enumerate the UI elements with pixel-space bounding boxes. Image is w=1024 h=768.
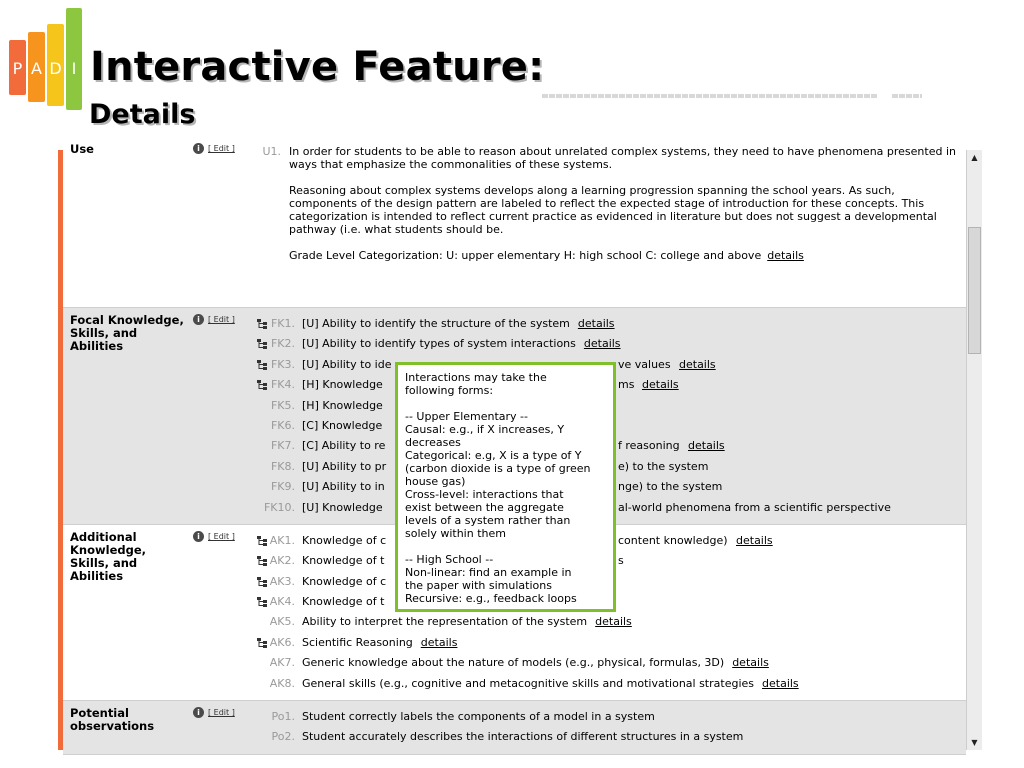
hierarchy-tree-icon[interactable]: [257, 597, 267, 607]
item-code: FK7.: [270, 439, 295, 453]
item-text: [U] Ability to pr: [302, 459, 387, 473]
ksa-item: [255, 612, 960, 632]
ksa-item: [255, 334, 960, 354]
use-paragraph: In order for students to be able to reason about unrelated complex systems, they need to have phenomena presented in ways that emphasize the commonalities of these systems.: [289, 145, 956, 171]
details-link[interactable]: details: [642, 378, 679, 392]
grade-line: H: high school: [563, 249, 642, 262]
item-text-tail: e) to the system: [618, 459, 709, 473]
edit-link[interactable]: [ Edit ]: [208, 531, 235, 541]
item-code: FK6.: [270, 418, 295, 432]
logo-letter: I: [71, 59, 77, 78]
item-code: FK3.: [270, 357, 295, 371]
edit-link[interactable]: [ Edit ]: [208, 144, 235, 153]
grade-line: U: upper elementary: [446, 249, 561, 262]
info-icon[interactable]: i: [193, 707, 204, 718]
hierarchy-tree-icon[interactable]: [257, 556, 267, 566]
details-link[interactable]: details: [762, 676, 799, 690]
title-divider-dots-short: [892, 94, 922, 98]
tooltip-line: Interactions may take the: [405, 371, 547, 384]
tooltip-line: Causal: e.g., if X increases, Y: [405, 423, 565, 436]
section-use: [63, 137, 966, 308]
tooltip-line: house gas): [405, 475, 466, 488]
ksa-item: [255, 314, 960, 334]
slide-subtitle: Details: [89, 99, 196, 130]
hierarchy-tree-icon[interactable]: [257, 360, 267, 370]
padi-logo: [8, 8, 83, 110]
tooltip-line: Cross-level: interactions that: [405, 488, 564, 501]
item-code: FK9.: [270, 480, 295, 494]
scroll-down-arrow-icon[interactable]: ▼: [968, 736, 981, 749]
tooltip-line: Categorical: e.g, X is a type of Y: [405, 449, 582, 462]
item-text: [H] Knowledge: [302, 398, 383, 412]
title-divider-dots: [542, 94, 878, 98]
item-code: AK7.: [269, 656, 295, 670]
details-link[interactable]: details: [583, 337, 621, 351]
logo-letter: D: [49, 59, 62, 78]
item-text: Knowledge of c: [302, 574, 387, 588]
item-text: Knowledge of c: [302, 533, 387, 547]
section-potential-observations: [63, 701, 966, 755]
hierarchy-tree-icon[interactable]: [257, 577, 267, 587]
item-text: Student accurately describes the interactions of different structures in a system: [302, 730, 744, 744]
item-text-tail: ve values: [618, 357, 671, 371]
item-text: [C] Ability to re: [302, 439, 386, 453]
tooltip-line: decreases: [405, 436, 461, 449]
tooltip-line: levels of a system rather than: [405, 514, 571, 527]
hierarchy-tree-icon[interactable]: [257, 536, 267, 546]
use-paragraph: Reasoning about complex systems develops along a learning progression spanning the school years. As such, components of the design pattern are labeled to reflect the expected stage of introduction for these concepts. This categorization is intended to reflect current practice as evidenced in literature but does not suggest a developmental pathway (i.e. what students should be.: [289, 184, 937, 236]
item-code: U1.: [262, 145, 281, 158]
item-code: Po2.: [271, 730, 295, 744]
tooltip-line: exist between the aggregate: [405, 501, 564, 514]
item-text: [H] Knowledge: [302, 378, 383, 392]
item-text: Scientific Reasoning: [302, 635, 413, 649]
ksa-item: [255, 707, 960, 727]
section-label: Focal Knowledge, Skills, and Abilities: [70, 313, 184, 353]
item-text: Generic knowledge about the nature of models (e.g., physical, formulas, 3D): [302, 656, 725, 670]
edit-control[interactable]: [193, 143, 235, 155]
item-text: [U] Knowledge: [302, 500, 383, 514]
item-code: AK6.: [269, 635, 295, 649]
use-text: [262, 145, 960, 262]
logo-letter: A: [31, 59, 42, 78]
item-code: FK4.: [270, 378, 295, 392]
hierarchy-tree-icon[interactable]: [257, 319, 267, 329]
item-text: Student correctly labels the components of a model in a system: [302, 710, 655, 724]
item-text-tail: f reasoning: [618, 439, 680, 453]
details-tooltip: [395, 362, 616, 612]
details-link[interactable]: details: [767, 249, 804, 262]
item-code: FK10.: [263, 500, 295, 514]
item-text: [U] Ability to in: [302, 480, 385, 494]
item-text-tail: content knowledge): [618, 533, 728, 547]
tooltip-line: solely within them: [405, 527, 506, 540]
info-icon[interactable]: i: [193, 531, 204, 542]
edit-control[interactable]: [193, 707, 235, 719]
edit-link[interactable]: [ Edit ]: [208, 315, 235, 324]
grade-line: Grade Level Categorization:: [289, 249, 443, 262]
logo-letter: P: [12, 59, 23, 78]
tooltip-line: Recursive: e.g., feedback loops: [405, 592, 577, 605]
info-icon[interactable]: i: [193, 143, 204, 154]
details-link[interactable]: details: [420, 635, 458, 649]
item-text-tail: ms: [618, 378, 635, 392]
item-text-tail: nge) to the system: [618, 480, 723, 494]
tooltip-line: the paper with simulations: [405, 579, 552, 592]
details-link[interactable]: details: [688, 439, 725, 453]
item-code: FK8.: [270, 459, 295, 473]
tooltip-line: following forms:: [405, 384, 494, 397]
hierarchy-tree-icon[interactable]: [257, 380, 267, 390]
hierarchy-tree-icon[interactable]: [257, 638, 267, 648]
item-code: AK1.: [269, 533, 295, 547]
item-text-tail: al-world phenomena from a scientific perspective: [618, 500, 891, 514]
item-code: AK2.: [269, 554, 295, 568]
item-code: FK2.: [270, 337, 295, 351]
hierarchy-tree-icon[interactable]: [257, 339, 267, 349]
scroll-up-arrow-icon[interactable]: ▲: [968, 151, 981, 164]
item-code: AK8.: [269, 676, 295, 690]
item-text: Knowledge of t: [302, 595, 385, 609]
item-code: FK1.: [270, 317, 295, 330]
tooltip-line: (carbon dioxide is a type of green: [405, 462, 591, 475]
item-code: AK5.: [269, 615, 295, 629]
item-text: General skills (e.g., cognitive and metacognitive skills and motivational strategies: [302, 676, 755, 690]
ksa-item: [255, 653, 960, 673]
item-text: Knowledge of t: [302, 554, 385, 568]
ksa-item: [255, 727, 960, 747]
grade-line: C: college and above details: [645, 249, 804, 262]
tooltip-heading: -- Upper Elementary --: [405, 410, 528, 423]
scrollbar-thumb[interactable]: [968, 227, 981, 354]
item-text: Ability to interpret the representation of the system: [302, 615, 588, 629]
tooltip-line: Non-linear: find an example in: [405, 566, 572, 579]
item-code: Po1.: [271, 710, 295, 724]
details-link[interactable]: details: [595, 615, 632, 629]
tooltip-heading: -- High School --: [405, 553, 494, 566]
details-link[interactable]: details: [732, 656, 769, 670]
ksa-item: [255, 633, 960, 653]
edit-control[interactable]: [193, 314, 235, 326]
slide-title: Interactive Feature:: [90, 44, 545, 90]
item-text: [U] Ability to identify types of system interactions: [302, 337, 576, 351]
item-text: [U] Ability to ide: [302, 357, 392, 371]
details-link[interactable]: details: [736, 533, 773, 547]
info-icon[interactable]: i: [193, 314, 204, 325]
details-link[interactable]: details: [679, 357, 716, 371]
section-label: Additional Knowledge, Skills, and Abilities: [70, 529, 146, 583]
edit-link[interactable]: [ Edit ]: [208, 708, 235, 718]
item-text-tail: s: [618, 554, 624, 568]
item-code: FK5.: [270, 398, 295, 412]
vertical-scrollbar[interactable]: [966, 150, 982, 750]
details-link[interactable]: details: [577, 317, 615, 330]
item-code: AK4.: [269, 595, 295, 609]
item-text: [C] Knowledge: [302, 418, 383, 432]
edit-control[interactable]: [193, 531, 235, 543]
item-code: AK3.: [269, 574, 295, 588]
item-text: [U] Ability to identify the structure of the system: [302, 317, 570, 330]
ksa-item: [255, 674, 960, 694]
section-label: Potential observations: [70, 706, 155, 734]
section-label: Use: [70, 142, 94, 156]
